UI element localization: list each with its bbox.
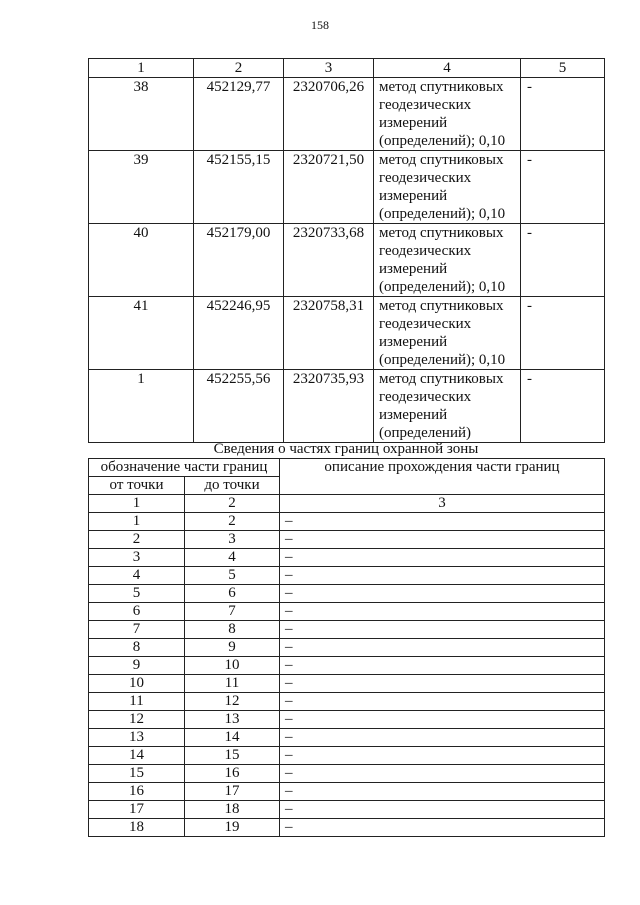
from-point-cell: 5 xyxy=(89,585,185,603)
column-number: 1 xyxy=(89,59,194,78)
to-point-cell: 5 xyxy=(185,567,280,585)
y-coordinate-cell: 2320706,26 xyxy=(284,78,374,151)
from-point-cell: 6 xyxy=(89,603,185,621)
description-cell: – xyxy=(280,711,605,729)
note-cell: - xyxy=(521,224,605,297)
boundary-parts-table xyxy=(88,458,605,837)
method-line: метод спутниковых xyxy=(379,225,504,241)
coordinates-header-row xyxy=(89,59,605,78)
method-line: измерений xyxy=(379,188,448,204)
boundary-part-row xyxy=(89,693,605,711)
method-line: (определений); 0,10 xyxy=(379,352,506,368)
description-cell: – xyxy=(280,549,605,567)
method-line: геодезических xyxy=(379,316,472,332)
to-point-cell: 16 xyxy=(185,765,280,783)
y-coordinate-cell: 2320721,50 xyxy=(284,151,374,224)
boundary-part-row xyxy=(89,729,605,747)
point-number-cell: 39 xyxy=(89,151,194,224)
to-point-cell: 7 xyxy=(185,603,280,621)
coordinate-row xyxy=(89,370,605,443)
method-line: геодезических xyxy=(379,243,472,259)
method-line: измерений xyxy=(379,334,448,350)
description-cell: – xyxy=(280,567,605,585)
method-line: измерений xyxy=(379,261,448,277)
column-number: 3 xyxy=(280,495,605,513)
from-point-cell: 13 xyxy=(89,729,185,747)
coordinates-table xyxy=(88,58,605,443)
from-point-cell: 18 xyxy=(89,819,185,837)
description-cell: – xyxy=(280,657,605,675)
description-cell: – xyxy=(280,765,605,783)
x-coordinate-cell: 452155,15 xyxy=(194,151,284,224)
to-point-cell: 4 xyxy=(185,549,280,567)
method-line: геодезических xyxy=(379,170,472,186)
method-line: геодезических xyxy=(379,389,472,405)
description-cell: – xyxy=(280,639,605,657)
parts-header-row xyxy=(89,459,605,477)
to-point-cell: 8 xyxy=(185,621,280,639)
method-line: метод спутниковых xyxy=(379,371,504,387)
y-coordinate-cell: 2320733,68 xyxy=(284,224,374,297)
from-point-cell: 3 xyxy=(89,549,185,567)
boundary-part-row xyxy=(89,783,605,801)
to-point-cell: 12 xyxy=(185,693,280,711)
x-coordinate-cell: 452129,77 xyxy=(194,78,284,151)
to-point-cell: 11 xyxy=(185,675,280,693)
column-number: 1 xyxy=(89,495,185,513)
to-point-cell: 19 xyxy=(185,819,280,837)
method-cell xyxy=(374,297,521,370)
to-point-cell: 14 xyxy=(185,729,280,747)
description-cell: – xyxy=(280,747,605,765)
description-cell: – xyxy=(280,819,605,837)
from-point-cell: 11 xyxy=(89,693,185,711)
from-point-cell: 9 xyxy=(89,657,185,675)
from-point-header: от точки xyxy=(89,477,185,495)
x-coordinate-cell: 452246,95 xyxy=(194,297,284,370)
y-coordinate-cell: 2320758,31 xyxy=(284,297,374,370)
boundary-part-row xyxy=(89,675,605,693)
coordinate-row xyxy=(89,78,605,151)
description-cell: – xyxy=(280,675,605,693)
description-cell: – xyxy=(280,513,605,531)
section-title: Сведения о частях границ охранной зоны xyxy=(213,441,479,457)
description-cell: – xyxy=(280,729,605,747)
method-line: измерений xyxy=(379,407,448,423)
x-coordinate-cell: 452179,00 xyxy=(194,224,284,297)
boundary-part-row xyxy=(89,603,605,621)
boundary-part-row xyxy=(89,531,605,549)
boundary-part-row xyxy=(89,657,605,675)
note-cell: - xyxy=(521,297,605,370)
boundary-part-row xyxy=(89,801,605,819)
method-line: (определений); 0,10 xyxy=(379,279,506,295)
from-point-cell: 2 xyxy=(89,531,185,549)
method-cell xyxy=(374,224,521,297)
description-cell: – xyxy=(280,585,605,603)
method-line: метод спутниковых xyxy=(379,152,504,168)
column-number: 4 xyxy=(374,59,521,78)
description-cell: – xyxy=(280,603,605,621)
boundary-part-row xyxy=(89,711,605,729)
coordinate-row xyxy=(89,151,605,224)
from-point-cell: 17 xyxy=(89,801,185,819)
from-point-cell: 14 xyxy=(89,747,185,765)
boundary-part-row xyxy=(89,765,605,783)
boundary-part-row xyxy=(89,621,605,639)
to-point-cell: 18 xyxy=(185,801,280,819)
column-number: 5 xyxy=(521,59,605,78)
to-point-cell: 13 xyxy=(185,711,280,729)
description-cell: – xyxy=(280,783,605,801)
description-cell: – xyxy=(280,621,605,639)
description-cell: – xyxy=(280,801,605,819)
point-number-cell: 40 xyxy=(89,224,194,297)
note-cell: - xyxy=(521,78,605,151)
from-point-cell: 1 xyxy=(89,513,185,531)
point-number-cell: 41 xyxy=(89,297,194,370)
from-point-cell: 10 xyxy=(89,675,185,693)
y-coordinate-cell: 2320735,93 xyxy=(284,370,374,443)
parts-column-numbers-row xyxy=(89,495,605,513)
boundary-part-row xyxy=(89,567,605,585)
method-line: метод спутниковых xyxy=(379,298,504,314)
boundary-part-row xyxy=(89,549,605,567)
to-point-cell: 9 xyxy=(185,639,280,657)
boundary-part-row xyxy=(89,819,605,837)
to-point-cell: 10 xyxy=(185,657,280,675)
method-line: геодезических xyxy=(379,97,472,113)
method-cell xyxy=(374,78,521,151)
boundary-part-row xyxy=(89,513,605,531)
to-point-cell: 6 xyxy=(185,585,280,603)
method-line: измерений xyxy=(379,115,448,131)
boundary-part-row xyxy=(89,585,605,603)
x-coordinate-cell: 452255,56 xyxy=(194,370,284,443)
method-line: (определений); 0,10 xyxy=(379,206,506,222)
note-cell: - xyxy=(521,370,605,443)
method-line: (определений) xyxy=(379,425,471,441)
from-point-cell: 15 xyxy=(89,765,185,783)
column-number: 2 xyxy=(185,495,280,513)
column-number: 2 xyxy=(194,59,284,78)
description-cell: – xyxy=(280,531,605,549)
to-point-cell: 17 xyxy=(185,783,280,801)
from-point-cell: 7 xyxy=(89,621,185,639)
part-designation-header: обозначение части границ xyxy=(89,459,280,477)
to-point-cell: 15 xyxy=(185,747,280,765)
method-line: (определений); 0,10 xyxy=(379,133,506,149)
page-number: 158 xyxy=(311,18,329,32)
from-point-cell: 12 xyxy=(89,711,185,729)
method-cell xyxy=(374,151,521,224)
from-point-cell: 8 xyxy=(89,639,185,657)
boundary-part-row xyxy=(89,639,605,657)
method-cell xyxy=(374,370,521,443)
from-point-cell: 4 xyxy=(89,567,185,585)
coordinate-row xyxy=(89,297,605,370)
from-point-cell: 16 xyxy=(89,783,185,801)
description-header: описание прохождения части границ xyxy=(280,459,605,495)
boundary-part-row xyxy=(89,747,605,765)
to-point-header: до точки xyxy=(185,477,280,495)
point-number-cell: 38 xyxy=(89,78,194,151)
note-cell: - xyxy=(521,151,605,224)
description-cell: – xyxy=(280,693,605,711)
method-line: метод спутниковых xyxy=(379,79,504,95)
to-point-cell: 2 xyxy=(185,513,280,531)
coordinate-row xyxy=(89,224,605,297)
point-number-cell: 1 xyxy=(89,370,194,443)
to-point-cell: 3 xyxy=(185,531,280,549)
column-number: 3 xyxy=(284,59,374,78)
